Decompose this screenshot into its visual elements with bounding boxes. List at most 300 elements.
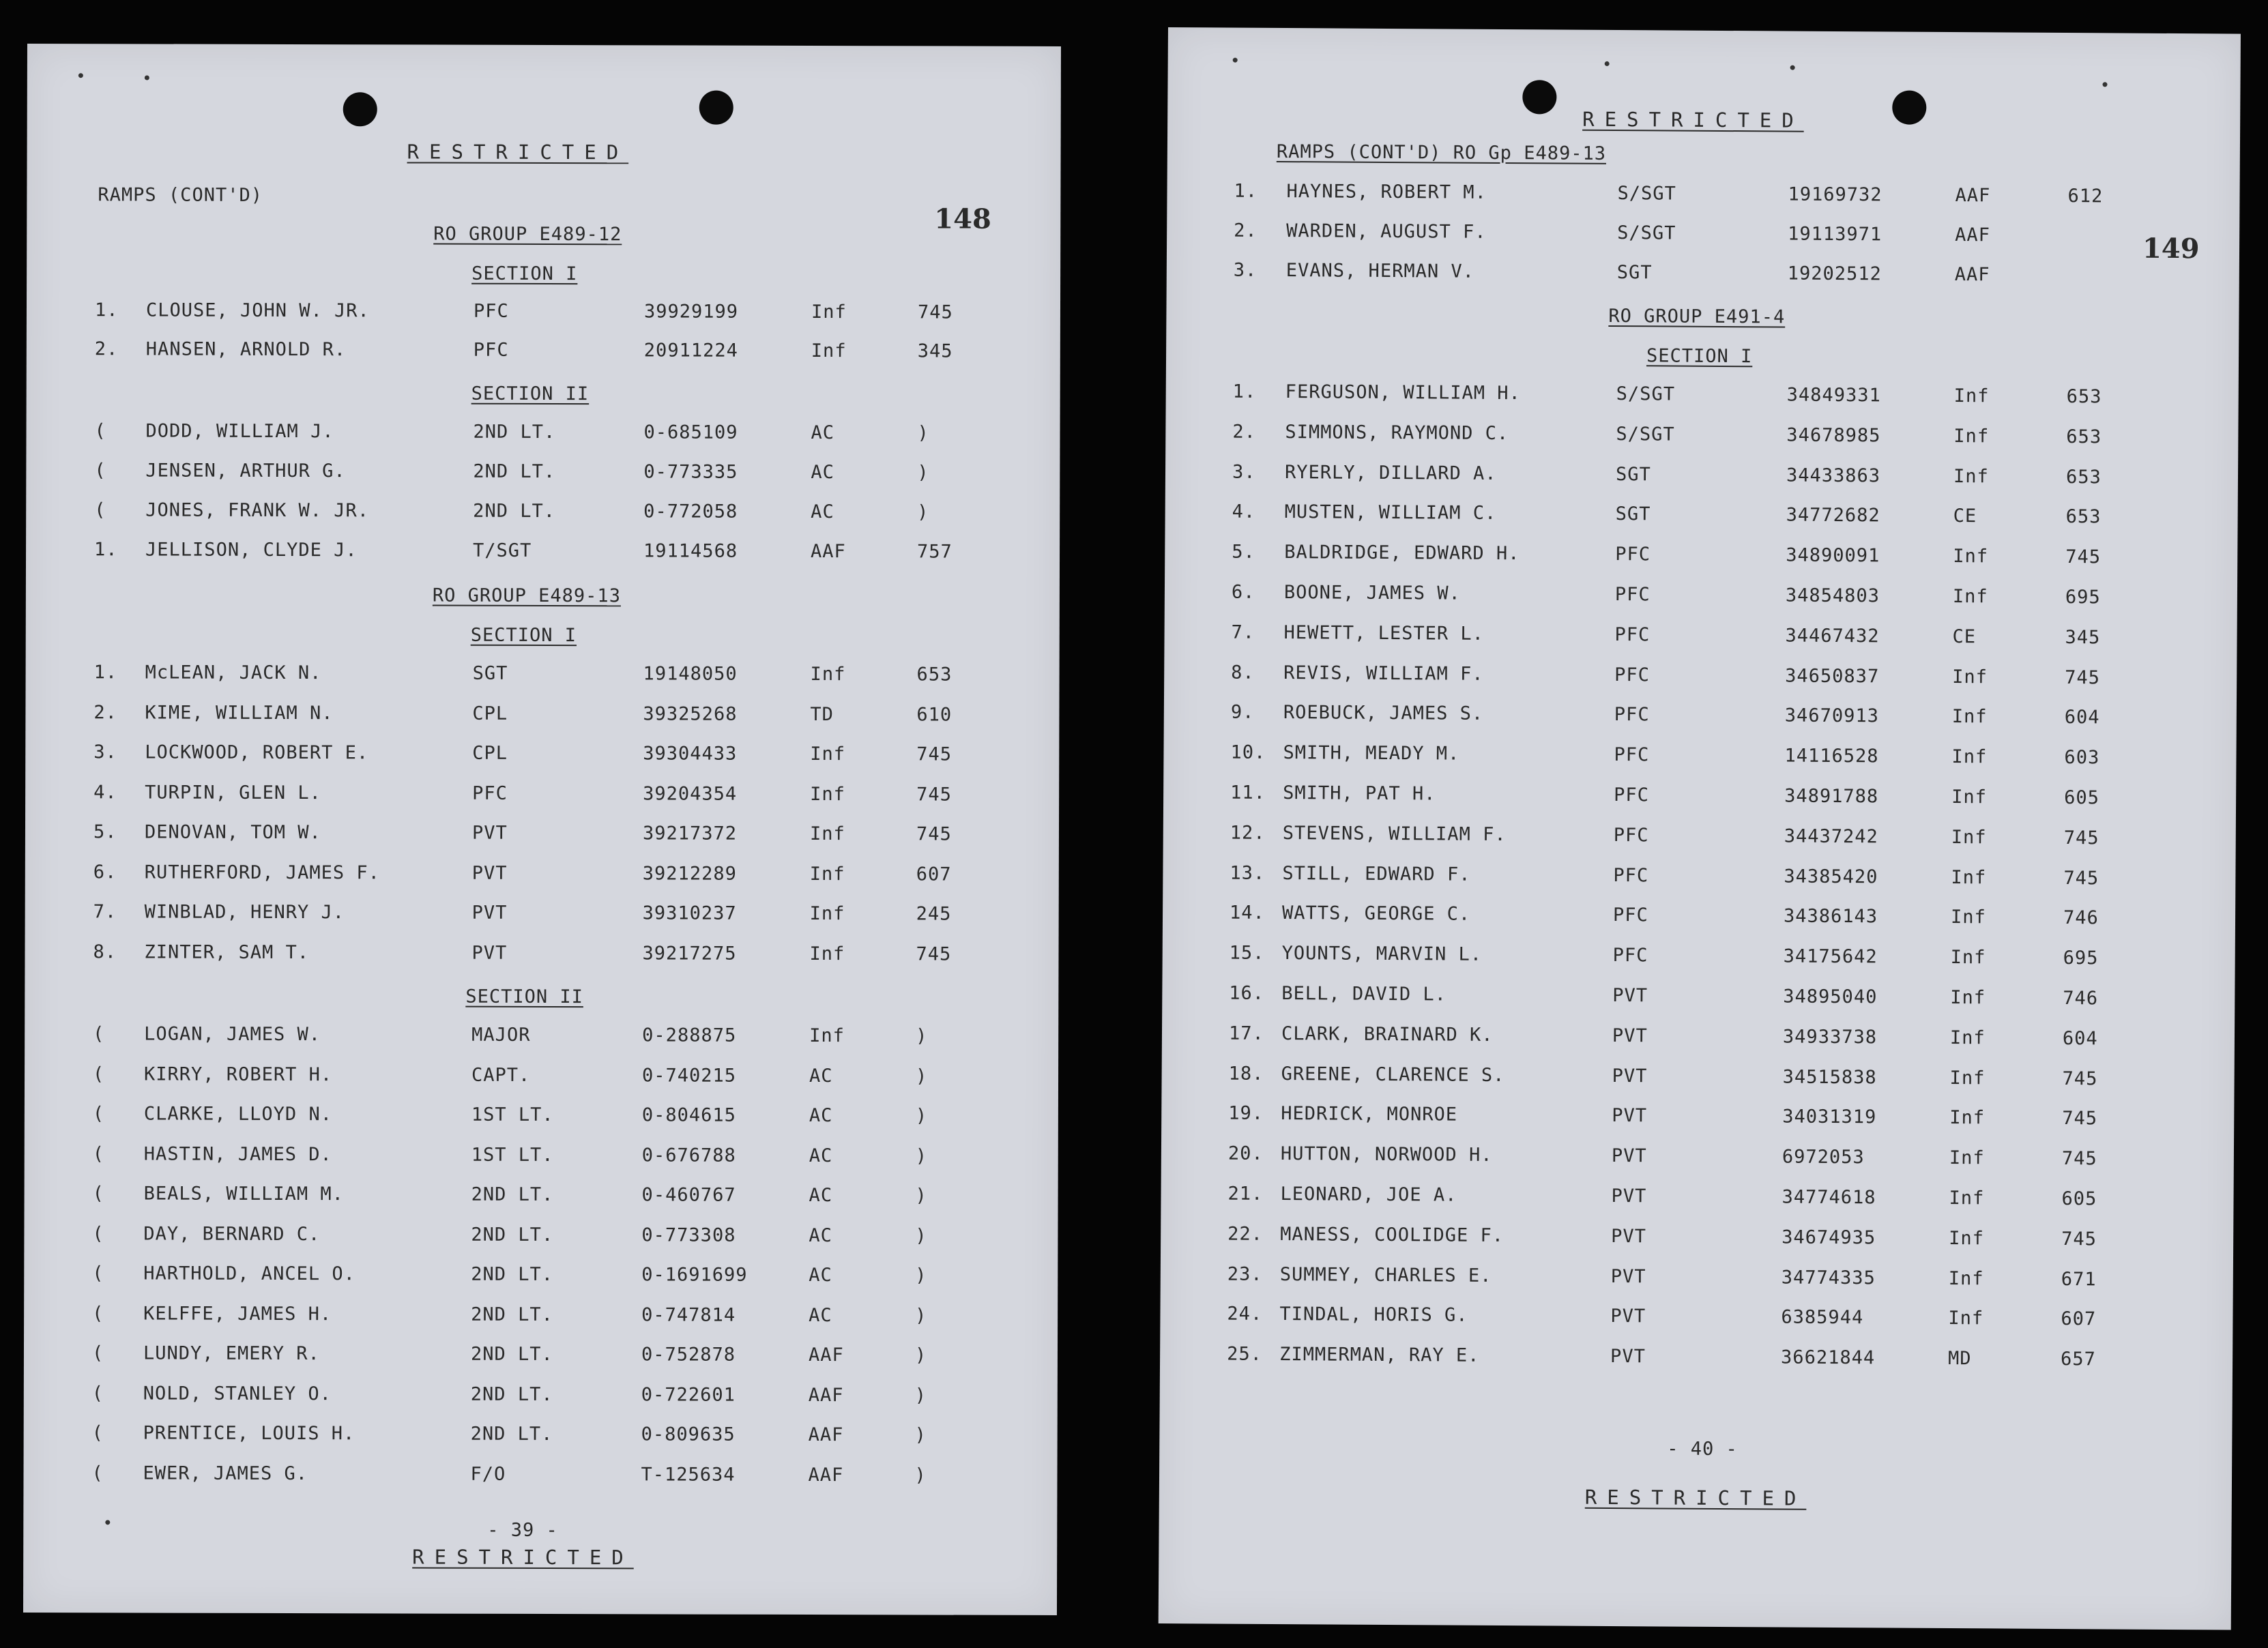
serial-number: 39204354 (643, 782, 738, 805)
paper-speck (105, 1520, 110, 1525)
row-number: 18. (1228, 1063, 1264, 1085)
person-name: WATTS, GEORGE C. (1281, 902, 1471, 926)
serial-number: 34891788 (1784, 785, 1879, 808)
section-heading: SECTION II (465, 986, 583, 1008)
section-heading: SECTION I (1646, 345, 1753, 368)
row-number: 1. (94, 299, 119, 321)
paper-speck (1790, 65, 1795, 70)
row-number: 3. (1233, 259, 1257, 281)
person-name: JONES, FRANK W. JR. (145, 499, 370, 522)
branch: Inf (1948, 1267, 1984, 1289)
serial-number: 34650837 (1785, 665, 1880, 687)
row-number: ( (92, 1263, 104, 1284)
row-number: ( (91, 1462, 104, 1484)
row-number: 10. (1230, 741, 1266, 764)
serial-number: 34774335 (1781, 1267, 1876, 1289)
row-number: 4. (93, 781, 117, 803)
serial-number: 20911224 (643, 340, 738, 362)
branch: Inf (1953, 546, 1989, 568)
row-number: 2. (94, 338, 119, 360)
person-name: STEVENS, WILLIAM F. (1282, 822, 1507, 845)
branch: Inf (809, 943, 845, 965)
page-footer-number: - 40 - (1667, 1438, 1738, 1460)
branch: Inf (1951, 706, 1988, 728)
row-number: ( (92, 1302, 104, 1324)
serial-number: 0-747814 (641, 1304, 736, 1326)
branch: AAF (808, 1424, 844, 1446)
person-name: SMITH, PAT H. (1283, 782, 1436, 805)
person-name: ROEBUCK, JAMES S. (1283, 702, 1484, 725)
code: ) (916, 1065, 928, 1087)
code: 604 (2064, 707, 2100, 729)
rank: F/O (470, 1463, 506, 1485)
row-number: 15. (1229, 942, 1265, 965)
code: 745 (916, 783, 952, 806)
person-name: HAYNES, ROBERT M. (1286, 181, 1487, 203)
row-number: 20. (1227, 1143, 1264, 1165)
code: 695 (2065, 587, 2101, 608)
serial-number: T-125634 (641, 1463, 736, 1486)
code: 653 (2066, 426, 2102, 448)
person-name: EVANS, HERMAN V. (1285, 260, 1475, 282)
code: 745 (2065, 546, 2102, 568)
code: 610 (916, 703, 953, 726)
code: ) (914, 1424, 927, 1446)
code: ) (917, 422, 929, 444)
branch: TD (810, 703, 834, 725)
serial-number: 39310237 (642, 902, 737, 924)
rank: 2ND LT. (471, 1304, 553, 1325)
person-name: LEONARD, JOE A. (1280, 1183, 1457, 1206)
code: ) (914, 1384, 927, 1406)
punch-hole (343, 92, 377, 126)
rank: PVT (1612, 1025, 1648, 1047)
rank: PVT (1612, 1065, 1648, 1087)
serial-number: 34895040 (1783, 986, 1878, 1008)
row-number: ( (92, 1103, 105, 1125)
row-number: 5. (1232, 541, 1255, 563)
serial-number: 39304433 (643, 743, 738, 765)
code: 745 (916, 744, 953, 765)
paper-speck (2102, 82, 2107, 87)
rank: PVT (1611, 1225, 1647, 1248)
code: 245 (916, 903, 952, 925)
code: 745 (2062, 1068, 2098, 1089)
branch: Inf (1951, 746, 1988, 768)
person-name: CLOUSE, JOHN W. JR. (145, 299, 370, 322)
serial-number: 0-773308 (641, 1224, 736, 1246)
branch: Inf (1950, 947, 1986, 969)
branch: Inf (810, 664, 846, 686)
rank: PVT (1610, 1306, 1646, 1327)
branch: Inf (1950, 907, 1986, 928)
person-name: HARTHOLD, ANCEL O. (143, 1263, 355, 1285)
person-name: PRENTICE, LOUIS H. (143, 1422, 355, 1445)
rank: S/SGT (1617, 183, 1676, 205)
person-name: TINDAL, HORIS G. (1279, 1304, 1468, 1327)
branch: AC (809, 1265, 832, 1286)
branch: Inf (811, 301, 847, 323)
serial-number: 0-460767 (641, 1184, 736, 1206)
code: ) (915, 1185, 927, 1207)
branch: AC (809, 1065, 833, 1087)
rank: SGT (1616, 262, 1653, 284)
section-heading: SECTION II (471, 383, 590, 405)
rank: 2ND LT. (471, 1224, 554, 1246)
code: ) (914, 1464, 927, 1486)
page-number: 148 (934, 203, 991, 235)
row-number: 25. (1227, 1343, 1262, 1366)
row-number: ( (91, 1422, 104, 1444)
rank: S/SGT (1617, 222, 1676, 244)
person-name: STILL, EDWARD F. (1282, 862, 1471, 885)
row-number: ( (94, 499, 106, 521)
serial-number: 39325268 (643, 703, 738, 725)
serial-number: 0-804615 (641, 1104, 736, 1126)
serial-number: 39212289 (642, 862, 737, 885)
person-name: KIME, WILLIAM N. (145, 701, 334, 724)
branch: AC (811, 422, 835, 444)
code: ) (914, 1344, 927, 1366)
person-name: YOUNTS, MARVIN L. (1281, 943, 1483, 966)
code: 745 (916, 943, 952, 965)
row-number: 22. (1227, 1223, 1264, 1245)
person-name: HUTTON, NORWOOD H. (1280, 1143, 1493, 1166)
code: 603 (2064, 747, 2100, 769)
row-number: 2. (1234, 220, 1257, 241)
row-number: 7. (1231, 621, 1255, 643)
serial-number: 34467432 (1785, 625, 1880, 647)
serial-number: 0-773335 (643, 461, 738, 483)
person-name: SMITH, MEADY M. (1283, 742, 1460, 765)
code: 745 (2063, 867, 2099, 889)
person-name: BOONE, JAMES W. (1283, 582, 1461, 604)
rank: 1ST LT. (471, 1144, 554, 1166)
code: 653 (916, 664, 953, 686)
rank: PVT (1610, 1346, 1646, 1368)
rank: PVT (1612, 1105, 1648, 1127)
person-name: KIRRY, ROBERT H. (144, 1063, 333, 1085)
document-page-left (23, 44, 1061, 1615)
branch: Inf (809, 863, 845, 885)
branch: AC (811, 501, 834, 523)
serial-number: 34849331 (1786, 384, 1881, 407)
code: 745 (2062, 1108, 2098, 1130)
serial-number: 34175642 (1783, 945, 1878, 968)
person-name: WINBLAD, HENRY J. (144, 901, 345, 924)
restricted-header: RESTRICTED (407, 140, 629, 164)
branch: Inf (1950, 987, 1986, 1009)
paper-speck (1233, 58, 1238, 63)
person-name: SIMMONS, RAYMOND C. (1285, 421, 1509, 444)
person-name: LOGAN, JAMES W. (144, 1023, 321, 1046)
row-number: 21. (1227, 1183, 1264, 1205)
code: 745 (916, 823, 952, 845)
row-number: 24. (1227, 1303, 1263, 1325)
serial-number: 0-722601 (641, 1383, 736, 1406)
row-number: 1. (1232, 381, 1257, 402)
row-number: ( (92, 1183, 104, 1205)
rank: PVT (471, 862, 508, 884)
serial-number: 34890091 (1786, 544, 1880, 567)
row-number: ( (91, 1382, 104, 1404)
serial-number: 34678985 (1786, 424, 1881, 447)
code: 604 (2062, 1027, 2098, 1050)
branch: Inf (811, 340, 847, 362)
branch: Inf (1952, 666, 1988, 688)
serial-number: 34670913 (1784, 705, 1879, 727)
code: 745 (2061, 1148, 2097, 1170)
row-number: 8. (93, 941, 117, 962)
serial-number: 0-1691699 (641, 1264, 748, 1286)
rank: S/SGT (1616, 383, 1676, 405)
row-number: ( (93, 1063, 105, 1085)
person-name: HEWETT, LESTER L. (1283, 621, 1485, 645)
code: 607 (916, 863, 952, 885)
code: ) (915, 1105, 928, 1127)
branch: AAF (1955, 224, 1991, 246)
serial-number: 0-288875 (642, 1025, 737, 1046)
branch: Inf (1953, 425, 1990, 447)
rank: 2ND LT. (473, 421, 556, 443)
group-heading: RO GROUP E489-13 (432, 585, 622, 607)
row-number: 7. (93, 901, 117, 923)
person-name: WARDEN, AUGUST F. (1286, 220, 1487, 243)
code: 695 (2063, 947, 2099, 969)
restricted-footer: RESTRICTED (1584, 1485, 1807, 1510)
branch: Inf (1949, 1027, 1986, 1049)
serial-number: 34933738 (1782, 1026, 1878, 1048)
code: 607 (2061, 1308, 2097, 1330)
paper-speck (1605, 61, 1610, 66)
code: 345 (2065, 626, 2101, 649)
row-number: 17. (1228, 1022, 1264, 1044)
serial-number: 0-752878 (641, 1344, 736, 1366)
branch: AAF (808, 1384, 844, 1406)
branch: AC (809, 1304, 832, 1326)
document-page-right (1159, 27, 2241, 1630)
rank: PFC (473, 300, 509, 322)
person-name: ZINTER, SAM T. (144, 941, 310, 963)
serial-number: 34386143 (1783, 905, 1878, 928)
person-name: HANSEN, ARNOLD R. (145, 338, 347, 361)
code: 745 (917, 301, 953, 323)
row-number: 4. (1232, 501, 1256, 523)
rank: PFC (1614, 744, 1650, 766)
row-number: ( (94, 420, 106, 442)
branch: AAF (811, 541, 846, 563)
serial-number: 34385420 (1784, 866, 1878, 887)
rank: SGT (1615, 503, 1651, 525)
page-footer-number: - 39 - (487, 1519, 558, 1542)
person-name: FERGUSON, WILLIAM H. (1285, 381, 1521, 404)
person-name: MUSTEN, WILLIAM C. (1284, 501, 1497, 525)
rank: T/SGT (473, 540, 532, 561)
serial-number: 34433863 (1786, 465, 1881, 486)
rank: PVT (1611, 1186, 1647, 1207)
serial-number: 34674935 (1782, 1226, 1876, 1249)
serial-number: 34515838 (1782, 1066, 1877, 1088)
branch: AC (809, 1185, 833, 1207)
branch: Inf (1952, 586, 1988, 608)
row-number: 3. (1232, 461, 1256, 483)
row-number: ( (94, 460, 106, 482)
branch: CE (1952, 626, 1977, 648)
rank: PVT (1612, 985, 1648, 1007)
paper-speck (78, 73, 83, 78)
row-number: ( (91, 1342, 104, 1364)
serial-number: 39929199 (643, 301, 739, 323)
person-name: BALDRIDGE, EDWARD H. (1284, 542, 1520, 565)
code: ) (915, 1145, 928, 1166)
ramps-heading: RAMPS (CONT'D) RO Gp E489-13 (1276, 141, 1607, 164)
group-heading: RO GROUP E489-12 (433, 223, 622, 246)
branch: CE (1953, 505, 1977, 527)
row-number: 1. (93, 662, 118, 683)
person-name: JENSEN, ARTHUR G. (145, 460, 346, 482)
branch: Inf (810, 744, 846, 765)
row-number: 2. (1232, 421, 1256, 443)
branch: Inf (1949, 1067, 1986, 1089)
serial-number: 34437242 (1784, 825, 1878, 848)
person-name: DAY, BERNARD C. (143, 1222, 321, 1245)
branch: Inf (809, 1025, 845, 1047)
branch: AC (809, 1105, 833, 1127)
serial-number: 36621844 (1781, 1347, 1876, 1369)
person-name: RUTHERFORD, JAMES F. (144, 861, 380, 883)
row-number: 1. (94, 539, 118, 561)
code: 757 (917, 541, 953, 563)
rank: PFC (472, 782, 508, 804)
serial-number: 6385944 (1781, 1306, 1864, 1329)
person-name: NOLD, STANLEY O. (143, 1382, 332, 1404)
serial-number: 19114568 (643, 540, 738, 562)
row-number: 1. (1234, 180, 1258, 202)
branch: Inf (1953, 465, 1989, 487)
serial-number: 19148050 (643, 663, 738, 685)
rank: PVT (471, 942, 508, 964)
rank: 2ND LT. (470, 1383, 553, 1405)
restricted-header: RESTRICTED (1582, 107, 1804, 132)
row-number: 6. (1231, 581, 1255, 603)
row-number: 13. (1230, 862, 1266, 884)
row-number: 3. (93, 741, 117, 763)
person-name: HEDRICK, MONROE (1281, 1103, 1458, 1126)
person-name: JELLISON, CLYDE J. (145, 539, 358, 561)
serial-number: 19113971 (1788, 223, 1882, 246)
rank: 2ND LT. (471, 1183, 554, 1206)
person-name: EWER, JAMES G. (143, 1462, 308, 1484)
rank: PFC (1615, 544, 1651, 565)
person-name: DODD, WILLIAM J. (145, 420, 334, 443)
person-name: KELFFE, JAMES H. (143, 1302, 332, 1325)
rank: CPL (472, 742, 508, 764)
person-name: LUNDY, EMERY R. (143, 1342, 320, 1365)
punch-hole (1522, 80, 1556, 114)
branch: Inf (1949, 1188, 1985, 1209)
row-number: 2. (93, 701, 117, 723)
branch: Inf (1949, 1107, 1986, 1129)
rank: 2ND LT. (473, 460, 556, 483)
code: 653 (2065, 466, 2102, 488)
row-number: 5. (93, 821, 117, 843)
rank: 2ND LT. (470, 1343, 553, 1366)
branch: Inf (1953, 385, 1990, 407)
person-name: GREENE, CLARENCE S. (1281, 1063, 1505, 1086)
branch: AC (809, 1145, 833, 1166)
rank: MAJOR (471, 1024, 531, 1046)
section-heading: SECTION I (471, 263, 578, 285)
rank: PVT (1611, 1145, 1647, 1167)
branch: Inf (810, 783, 845, 805)
serial-number: 19202512 (1787, 263, 1882, 285)
rank: PFC (1614, 584, 1651, 606)
row-number: 19. (1228, 1102, 1264, 1125)
rank: PFC (1614, 623, 1651, 646)
code: 671 (2061, 1268, 2097, 1290)
person-name: HASTIN, JAMES D. (143, 1143, 332, 1165)
rank: PFC (1614, 784, 1650, 806)
branch: AAF (808, 1464, 844, 1486)
rank: PFC (1612, 945, 1648, 967)
person-name: BEALS, WILLIAM M. (143, 1183, 344, 1205)
branch: Inf (1951, 786, 1988, 808)
punch-hole (699, 91, 733, 125)
branch: AAF (1954, 264, 1990, 286)
row-number: 6. (93, 861, 117, 883)
page-number: 149 (2142, 232, 2200, 265)
branch: MD (1948, 1348, 1972, 1370)
code: 746 (2063, 907, 2099, 929)
rank: CAPT. (471, 1064, 531, 1086)
row-number: 8. (1231, 662, 1255, 683)
serial-number: 0-809635 (641, 1424, 736, 1445)
code: ) (915, 1224, 927, 1246)
rank: 2ND LT. (470, 1423, 553, 1445)
section-heading: SECTION I (470, 624, 577, 647)
rank: SGT (1615, 463, 1651, 485)
code: ) (917, 462, 929, 484)
serial-number: 6972053 (1782, 1146, 1865, 1168)
branch: AC (809, 1224, 832, 1246)
serial-number: 34031319 (1782, 1106, 1877, 1128)
serial-number: 14116528 (1784, 745, 1879, 767)
row-number: ( (92, 1143, 105, 1164)
paper-speck (145, 75, 149, 80)
branch: Inf (1949, 1227, 1985, 1250)
rank: PFC (473, 339, 509, 361)
row-number: 16. (1229, 982, 1265, 1004)
code: ) (916, 1025, 928, 1047)
branch: Inf (1951, 826, 1987, 849)
rank: PFC (1613, 824, 1649, 847)
person-name: MANESS, COOLIDGE F. (1280, 1223, 1504, 1246)
code: 653 (2066, 386, 2102, 408)
branch: AAF (1955, 185, 1991, 207)
branch: Inf (1949, 1147, 1985, 1169)
person-name: McLEAN, JACK N. (145, 662, 322, 684)
rank: PVT (471, 822, 508, 844)
code: ) (917, 501, 929, 523)
code: 653 (2065, 506, 2102, 528)
code: ) (915, 1265, 927, 1286)
person-name: SUMMEY, CHARLES E. (1279, 1263, 1492, 1286)
person-name: TURPIN, GLEN L. (145, 781, 322, 804)
row-number: 12. (1230, 822, 1266, 844)
code: ) (915, 1304, 927, 1326)
serial-number: 39217372 (642, 823, 738, 844)
serial-number: 0-685109 (643, 422, 738, 443)
